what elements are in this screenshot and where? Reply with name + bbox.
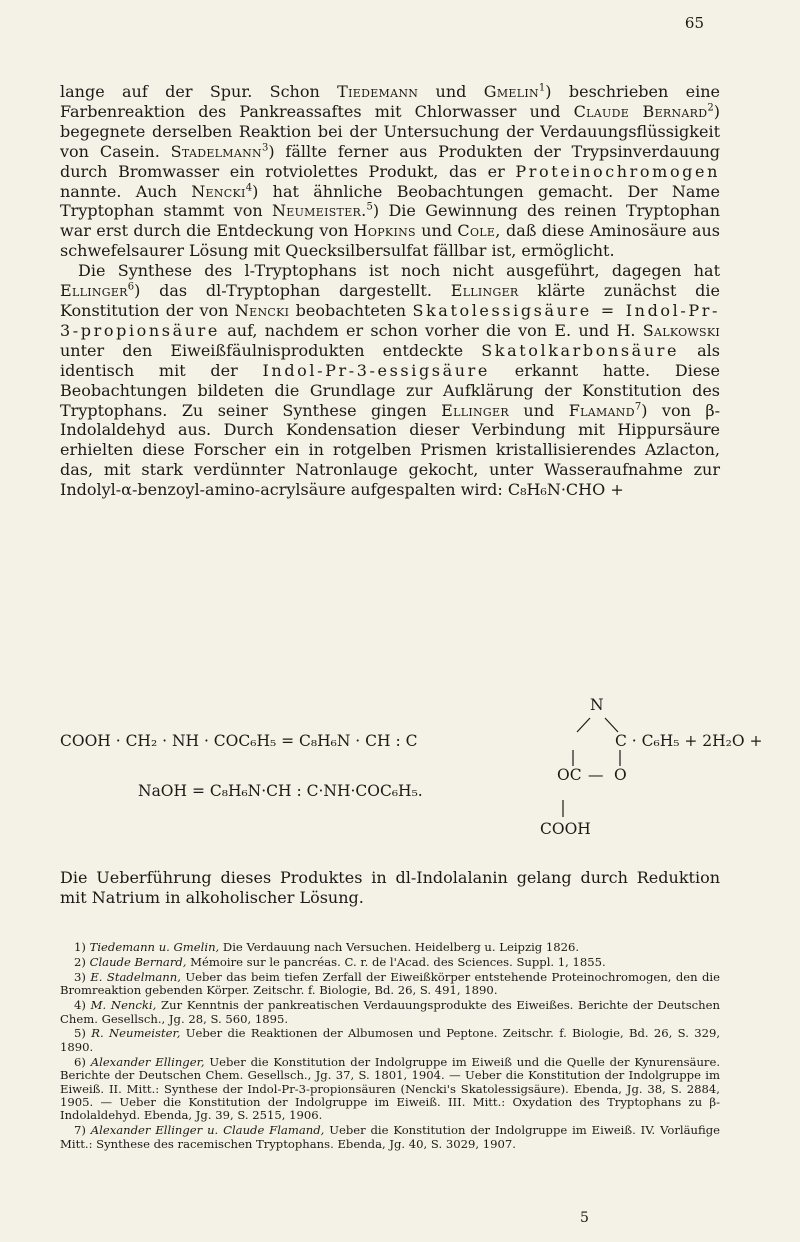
signature-mark: 5 [580, 1210, 589, 1226]
page-number: 65 [684, 14, 704, 32]
footnote-2: 2) Claude Bernard, Mémoire sur le pancréas. C. r. de l'Acad. des Sciences. Suppl. 1, 1855. [74, 954, 606, 969]
footnote-7: 7) Alexander Ellinger u. Claude Flamand, Ueber die Konstitution der Indolgruppe im Eiweiß. IV. Vorläufige Mitt.: Synthese des racemischen Tryptophans. Ebenda, Jg. 40, S. 3029, 1907. [60, 1123, 721, 1151]
formula-n: N [590, 696, 604, 714]
formula-oc: OC [557, 766, 582, 784]
main-text [60, 82, 720, 500]
formula-left: COOH · CH₂ · NH · COC₆H₅ = C₈H₆N · CH : C [60, 732, 418, 750]
paragraph-1: lange auf der Spur. Schon Tiedemann und Gmelin$^1$) beschrieben eine Farbenreaktion des Pankreassaftes mit Chlorwasser und Claude Bernard$^2$) begegnete derselben Reaktion bei der Untersuchung der Verdauungsflüssigkeit von Casein. Stadelmann$^3$) fällte ferner aus Produkten der Trypsinverdauung durch Bromwasser ein rotviolettes Produkt, das er Proteinochromogen nannte. Auch Nencki$^4$) hat ähnliche Beobachtungen gemacht. Der Name Tryptophan stammt von Neumeister.$^5$) Die Gewinnung des reinen Tryptophan war erst durch die Entdeckung von Hopkins und Cole, daß diese Aminosäure aus schwefelsaurer Lösung mit Quecksilbersulfat fällbar ist, ermöglicht. [60, 82, 721, 261]
formula-cooh: COOH [540, 820, 591, 838]
formula-line2: NaOH = C₈H₆N·CH : C·NH·COC₆H₅. [138, 782, 423, 800]
footnote-6: 6) Alexander Ellinger, Ueber die Konstitution der Indolgruppe im Eiweiß und die Quelle der Kynurensäure. Berichte der Deutschen Chem. Gesellsch., Jg. 37, S. 1801, 1904. — Ueber die Konstitution der Indolgruppe im Eiweiß. II. Mitt.: Synthese der Indol-Pr-3-propionsäuren (Nencki's Skatolessigsäure). Ebenda, Jg. 38, S. 2884, 1905. — Ueber die Konstitution der Indolgruppe im Eiweiß. III. Mitt.: Oxydation des Tryptophans zu β-Indolaldehyd. Ebenda, Jg. 39, S. 2515, 1906. [60, 1054, 721, 1123]
footnote-4: 4) M. Nencki, Zur Kenntnis der pankreatischen Verdauungsprodukte des Eiweißes. Berichte der Deutschen Chem. Gesellsch., Jg. 28, S. 560, 1895. [60, 998, 720, 1026]
paragraph-2: Die Synthese des l-Tryptophans ist noch nicht ausgeführt, dagegen hat Ellinger$^6$) das dl-Tryptophan dargestellt. Ellinger klärte zunächst die Konstitution der von Nencki beobachteten Skatolessigsäure = Indol-Pr-3-propionsäure auf, nachdem er schon vorher die von E. und H. Salkowski unter den Eiweißfäulnisprodukten entdeckte Skatolkarbonsäure als identisch mit der Indol-Pr-3-essigsäure erkannt hatte. Diese Beobachtungen bildeten die Grundlage zur Aufklärung der Konstitution des Tryptophans. Zu seiner Synthese gingen Ellinger und Flamand$^7$) von β-Indolaldehyd aus. Durch Kondensation dieser Verbindung mit Hippursäure erhielten diese Forscher ein in rotgelben Prismen kristallisierendes Azlacton, das, mit stark verdünnter Natronlauge gekocht, unter Wasseraufnahme zur Indolyl-α-benzoyl-amino-acrylsäure aufgespalten wird: C₈H₆N·CHO + [60, 261, 721, 500]
formula-o: O [614, 766, 627, 784]
footnote-5: 5) R. Neumeister, Ueber die Reaktionen der Albumosen und Peptone. Zeitschr. f. Biologie, Bd. 26, S. 329, 1890. [60, 1026, 721, 1054]
footnotes [60, 941, 720, 1153]
formula-right: C · C₆H₅ + 2H₂O + [615, 732, 763, 750]
footnote-1: 1) Tiedemann u. Gmelin, Die Verdauung nach Versuchen. Heidelberg u. Leipzig 1826. [74, 940, 580, 954]
paragraph-3: Die Ueberführung dieses Produktes in dl-Indolalanin gelang durch Reduktion mit Natrium in alkoholischer Lösung. [60, 868, 720, 907]
chemical-formula [60, 690, 763, 848]
formula-bonds [60, 690, 740, 848]
formula-dash: — [588, 766, 604, 784]
footnote-3: 3) E. Stadelmann, Ueber das beim tiefen Zerfall der Eiweißkörper entstehende Proteinochromogen, den die Bromreaktion gebenden Körper. Zeitschr. f. Biologie, Bd. 26, S. 491, 1890. [60, 969, 720, 998]
